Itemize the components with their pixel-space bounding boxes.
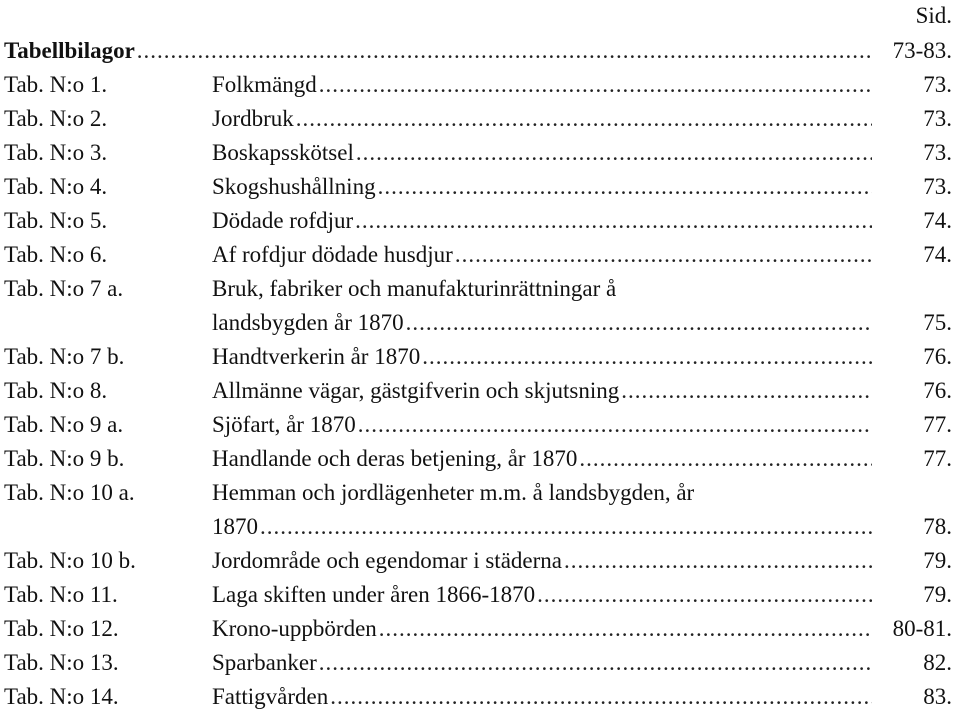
dot-leader <box>564 544 872 578</box>
entry-title: Allmänne vägar, gästgifverin och skjutsning <box>212 378 620 403</box>
entry-title: Laga skiften under åren 1866-1870 <box>212 582 536 607</box>
entry-title: Jordbruk <box>212 106 294 131</box>
dot-leader <box>319 68 872 102</box>
tab-number: Tab. N:o 14. <box>4 684 119 709</box>
section-label: Tabellbilagor <box>4 38 135 63</box>
toc-row <box>4 136 952 170</box>
dot-leader <box>296 102 872 136</box>
dot-leader <box>355 204 872 238</box>
dot-leader <box>356 136 872 170</box>
dot-leader <box>422 340 872 374</box>
page-number: 80-81. <box>892 616 952 641</box>
page-number: 76. <box>923 344 952 369</box>
toc-row <box>4 612 952 646</box>
entry-title-line-2: 1870 <box>212 514 258 539</box>
tab-number: Tab. N:o 1. <box>4 72 108 97</box>
dot-leader <box>330 680 872 714</box>
page-number: 75. <box>923 310 952 335</box>
entry-title: Sparbanker <box>212 650 317 675</box>
page-number: 79. <box>923 548 952 573</box>
page-number: 79. <box>923 582 952 607</box>
page-number: 73. <box>923 174 952 199</box>
dot-leader <box>319 646 872 680</box>
page-number: 76. <box>923 378 952 403</box>
page-number: 77. <box>923 446 952 471</box>
tab-number: Tab. N:o 5. <box>4 208 108 233</box>
toc-row <box>4 272 952 340</box>
toc-row <box>4 238 952 272</box>
entry-title: Boskapsskötsel <box>212 140 354 165</box>
toc-row <box>4 102 952 136</box>
toc-row <box>4 544 952 578</box>
entry-title: Af rofdjur dödade husdjur <box>212 242 453 267</box>
tab-number: Tab. N:o 13. <box>4 650 119 675</box>
toc-row <box>4 68 952 102</box>
dot-leader <box>137 34 872 68</box>
toc-row <box>4 442 952 476</box>
entry-title: Folkmängd <box>212 72 317 97</box>
dot-leader <box>621 374 872 408</box>
tab-number: Tab. N:o 11. <box>4 582 118 607</box>
page-number: 82. <box>923 650 952 675</box>
section-leader <box>4 34 952 68</box>
tab-number: Tab. N:o 4. <box>4 174 108 199</box>
dot-leader <box>537 578 872 612</box>
tab-number: Tab. N:o 6. <box>4 242 108 267</box>
tab-number: Tab. N:o 7 a. <box>4 276 124 301</box>
dot-leader <box>379 612 872 646</box>
entry-title: Dödade rofdjur <box>212 208 354 233</box>
tab-number: Tab. N:o 3. <box>4 140 108 165</box>
toc-row <box>4 340 952 374</box>
tab-number: Tab. N:o 12. <box>4 616 119 641</box>
page-column-header: Sid. <box>915 3 952 28</box>
toc-row <box>4 680 952 714</box>
tab-number: Tab. N:o 9 a. <box>4 412 124 437</box>
page-number: 74. <box>923 208 952 233</box>
toc-row <box>4 476 952 544</box>
entry-title-line-1: Hemman och jordlägenheter m.m. å landsbygden, år <box>212 480 695 505</box>
toc-row <box>4 646 952 680</box>
toc-row <box>4 374 952 408</box>
page-number: 74. <box>923 242 952 267</box>
tab-number: Tab. N:o 10 a. <box>4 480 135 505</box>
dot-leader <box>455 238 872 272</box>
tab-number: Tab. N:o 7 b. <box>4 344 125 369</box>
section-pages: 73-83. <box>892 38 952 63</box>
page-number: 78. <box>923 514 952 539</box>
toc-row <box>4 204 952 238</box>
entry-title: Jordområde och egendomar i städerna <box>212 548 562 573</box>
dot-leader <box>378 170 872 204</box>
tab-number: Tab. N:o 8. <box>4 378 108 403</box>
entry-title-line-2: landsbygden år 1870 <box>212 310 404 335</box>
table-of-contents <box>4 34 952 714</box>
dot-leader <box>260 510 872 544</box>
entry-title-line-1: Bruk, fabriker och manufakturinrättningar å <box>212 276 617 301</box>
entry-title: Handtverkerin år 1870 <box>212 344 421 369</box>
page-number: 83. <box>923 684 952 709</box>
tab-number: Tab. N:o 10 b. <box>4 548 136 573</box>
dot-leader <box>358 408 872 442</box>
entry-title: Skogshushållning <box>212 174 376 199</box>
page-number: 73. <box>923 72 952 97</box>
tab-number: Tab. N:o 2. <box>4 106 108 131</box>
entry-title: Fattigvården <box>212 684 329 709</box>
toc-row <box>4 170 952 204</box>
entry-title: Krono-uppbörden <box>212 616 377 641</box>
tab-number: Tab. N:o 9 b. <box>4 446 125 471</box>
toc-row <box>4 408 952 442</box>
page-number: 77. <box>923 412 952 437</box>
page-number: 73. <box>923 106 952 131</box>
dot-leader <box>406 306 872 340</box>
entry-title: Sjöfart, år 1870 <box>212 412 356 437</box>
dot-leader <box>579 442 872 476</box>
page-number: 73. <box>923 140 952 165</box>
toc-row <box>4 578 952 612</box>
entry-title: Handlande och deras betjening, år 1870 <box>212 446 578 471</box>
section-row <box>4 34 952 68</box>
